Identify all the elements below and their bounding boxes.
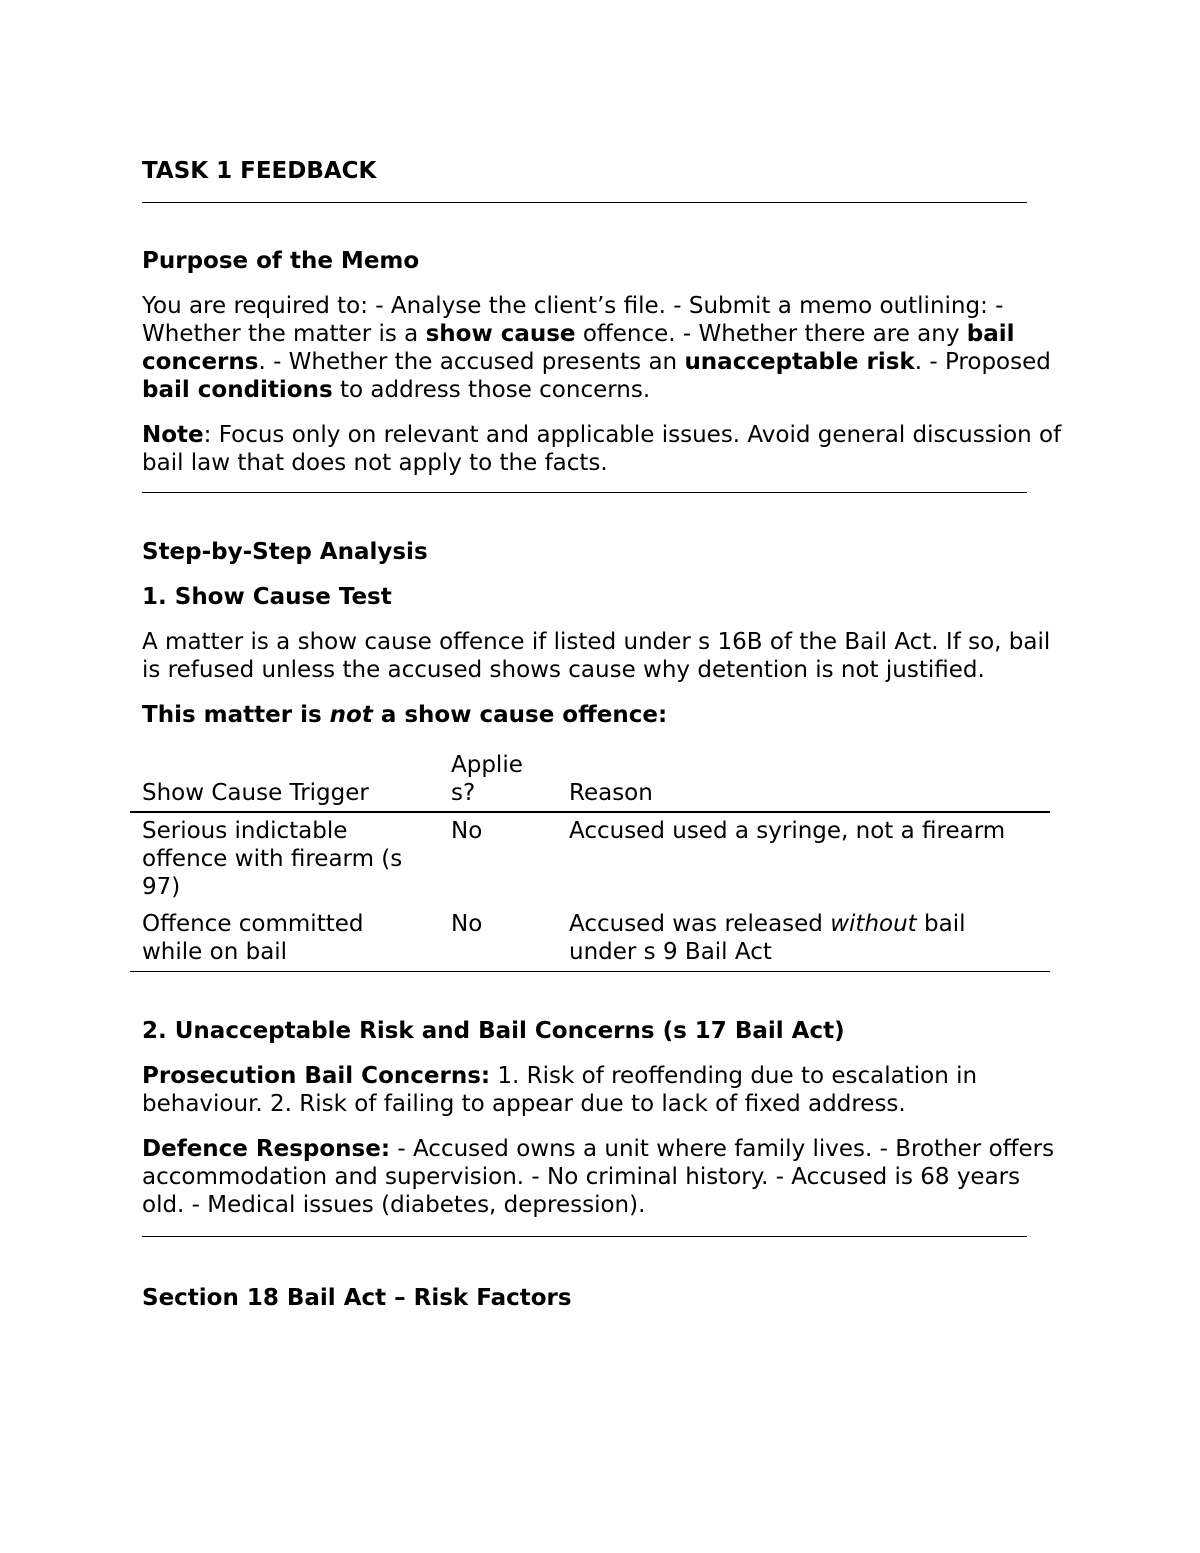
text-run: Accused was released bbox=[569, 911, 831, 937]
note-label: Note bbox=[142, 422, 204, 448]
note-text: : Focus only on relevant and applicable issues. Avoid general discussion of bail law that does not apply to the facts. bbox=[142, 422, 1062, 476]
trigger-text: Offence committed while on bail bbox=[142, 911, 364, 965]
reason-cell bbox=[557, 812, 1050, 906]
section-18-heading: Section 18 Bail Act – Risk Factors bbox=[142, 1285, 572, 1311]
text-run: Accused used a syringe, not a firearm bbox=[569, 818, 1006, 844]
divider bbox=[142, 202, 1027, 203]
table-header-row bbox=[130, 745, 1050, 812]
bold-run: show cause bbox=[425, 321, 576, 347]
prosecution-label: Prosecution Bail Concerns: bbox=[142, 1063, 491, 1089]
show-cause-table bbox=[130, 745, 1050, 972]
applies-header-text: Applies? bbox=[451, 752, 523, 806]
divider bbox=[142, 492, 1027, 493]
document-page bbox=[142, 157, 1062, 1312]
purpose-paragraph bbox=[142, 292, 1062, 404]
column-header-reason: Reason bbox=[569, 780, 653, 806]
trigger-cell bbox=[130, 906, 439, 972]
note-paragraph bbox=[142, 421, 1062, 477]
text-run: a show cause offence: bbox=[372, 702, 668, 728]
bold-run: bail concerns bbox=[142, 321, 1015, 375]
text-run: You are required to: - Analyse the client’s file. - Submit a memo outlining: - Whether the matter is a bbox=[142, 293, 1004, 347]
emphasis-run: not bbox=[329, 702, 373, 728]
defence-label: Defence Response: bbox=[142, 1136, 391, 1162]
text-run: This matter is bbox=[142, 702, 330, 728]
text-run: . - Proposed bbox=[914, 349, 1051, 375]
show-cause-conclusion bbox=[142, 701, 1030, 729]
trigger-text: Serious indictable offence with firearm (s 97) bbox=[142, 818, 403, 900]
document-title: TASK 1 FEEDBACK bbox=[142, 158, 377, 184]
divider bbox=[142, 1236, 1027, 1237]
analysis-heading: Step-by-Step Analysis bbox=[142, 539, 428, 565]
applies-cell: No bbox=[451, 818, 483, 844]
prosecution-paragraph bbox=[142, 1062, 1062, 1118]
bold-run: bail conditions bbox=[142, 377, 333, 403]
show-cause-table-wrapper bbox=[130, 745, 1050, 972]
column-header-applies bbox=[439, 745, 557, 812]
table-row bbox=[130, 812, 1050, 906]
table-row bbox=[130, 906, 1050, 972]
bold-run: unacceptable risk bbox=[684, 349, 915, 375]
defence-paragraph bbox=[142, 1135, 1062, 1219]
trigger-cell bbox=[130, 812, 439, 906]
text-run: . - Whether the accused presents an bbox=[258, 349, 685, 375]
risk-heading: 2. Unacceptable Risk and Bail Concerns (s 17 Bail Act) bbox=[142, 1018, 845, 1044]
prosecution-text: 1. Risk of reoffending due to escalation in behaviour. 2. Risk of failing to appear due to lack of fixed address. bbox=[142, 1063, 978, 1117]
applies-cell: No bbox=[451, 911, 483, 937]
show-cause-paragraph: A matter is a show cause offence if listed under s 16B of the Bail Act. If so, bail is refused unless the accused shows cause why detention is not justified. bbox=[142, 629, 1051, 683]
text-run: bail under s 9 Bail Act bbox=[569, 911, 966, 965]
text-run: offence. - Whether there are any bbox=[575, 321, 967, 347]
show-cause-heading: 1. Show Cause Test bbox=[142, 584, 392, 610]
reason-cell bbox=[557, 906, 1050, 972]
emphasis-run: without bbox=[830, 911, 917, 937]
text-run: to address those concerns. bbox=[332, 377, 651, 403]
defence-text: - Accused owns a unit where family lives. - Brother offers accommodation and supervision. - No criminal history. - Accused is 68 years old. - Medical issues (diabetes, depression). bbox=[142, 1136, 1055, 1218]
purpose-heading: Purpose of the Memo bbox=[142, 248, 420, 274]
column-header-trigger: Show Cause Trigger bbox=[142, 780, 369, 806]
